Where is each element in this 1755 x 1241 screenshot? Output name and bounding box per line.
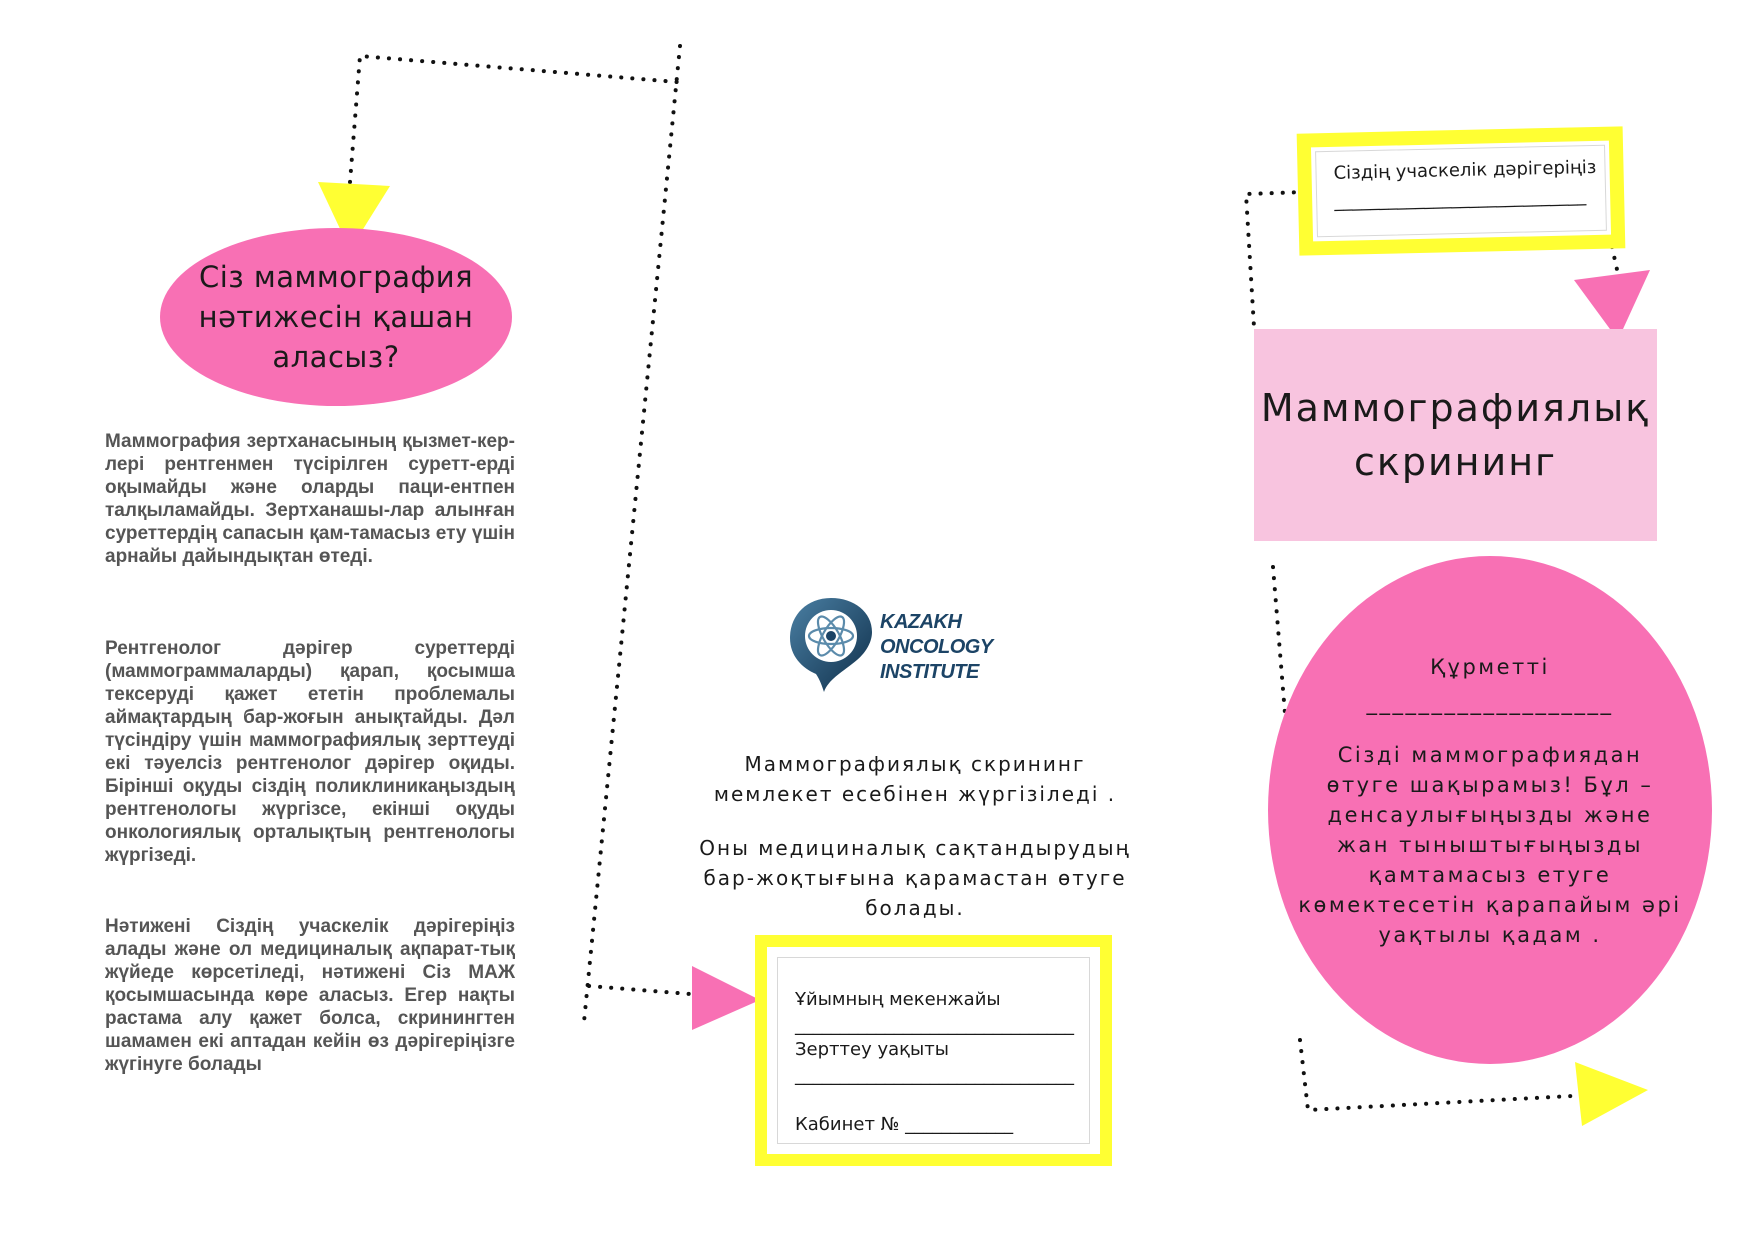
paragraph-radiologist: Рентгенолог дәрігер суреттерді (маммограммаларды) қарап, қосымша тексеруді қажет ететін проблемалы аймақтардың бар-жоғын анықтайды. Дәл түсіндіру үшін маммографиялық зерттеуді екі тәуелсіз рентгенолог дәрігер оқиды. Бірінші оқуды сіздің поликлиникаңыздың рентгенологы жүргізсе, екінші оқуды онкологиялық орталықтың рентгенологы жүргізеді. [105, 638, 515, 866]
org-address-blank: _______________________________ [795, 1015, 1074, 1036]
invitation-text: Сізді маммографиядан өтуге шақырамыз! Бұл – денсаулығыңызды және жан тыныштығыңызды қамтамасыз етуге көмектесетін қарапайым әрі уақтылы қадам . [1298, 743, 1682, 947]
state-funded-text: Маммографиялық скрининг мемлекет есебінен жүргізіледі . [713, 752, 1117, 806]
insurance-text: Оны медициналық сақтандырудың бар-жоқтығына қарамастан өтуге болады. [699, 836, 1131, 920]
arrow-pink-right [692, 966, 760, 1030]
page-title: Маммографиялық скрининг [1260, 386, 1651, 484]
oncology-logo-icon [786, 594, 876, 694]
doctor-box [1297, 126, 1626, 255]
paragraph-results: Нәтижені Сіздің учаскелік дәрігеріңіз алады және ол медициналық ақпарат-тық жүйеде көрсетіледі, нәтижені Сіз МАЖ қосымшасында көре аласыз. Егер нақты растама алу қажет болса, скринингтен шамамен екі аптадан кейін өз дәрігеріңізге жүгінуге болады [105, 916, 515, 1075]
logo-wordmark [880, 610, 993, 685]
doctor-label: Сіздің учаскелік дәрігеріңіз [1333, 156, 1597, 184]
arrow-yellow-right [1575, 1062, 1648, 1126]
invitation-ellipse [1268, 556, 1712, 1064]
question-heading: Сіз маммография нәтижесін қашан аласыз? [198, 260, 474, 374]
paragraph-lab: Маммография зертханасының қызмет-керлері рентгенмен түсірілген суретт-ерді оқымайды және оларды паци-ентпен талқыламайды. Зертханашы-лар алынған суреттердің сапасын қам-тамасыз ету үшін арнайы дайындықтан өтеді. [105, 431, 515, 567]
question-ellipse [160, 228, 512, 406]
greeting-blank: ___________________ [1366, 691, 1614, 715]
dotted-connector-left [350, 56, 677, 182]
logo-line-3: INSTITUTE [880, 661, 979, 683]
org-address-label: Ұйымның мекенжайы [795, 989, 1001, 1010]
exam-time-blank: _______________________________ [795, 1065, 1074, 1086]
dotted-connector-right-bottom [1273, 567, 1286, 726]
title-box [1254, 329, 1657, 541]
dotted-connector-right-top2 [1612, 247, 1618, 274]
logo-line-1: KAZAKH [880, 611, 962, 633]
dotted-connector-vertical [584, 46, 680, 1022]
appointment-form-box [755, 935, 1112, 1166]
greeting: Құрметті [1430, 655, 1550, 679]
dotted-connector-to-form [589, 986, 690, 994]
exam-time-label: Зерттеу уақыты [795, 1039, 949, 1060]
doctor-blank: ____________________________ [1333, 185, 1587, 212]
logo-line-2: ONCOLOGY [880, 636, 993, 658]
cabinet-field: Кабинет № ____________ [795, 1114, 1014, 1135]
dotted-connector-right-top [1246, 192, 1305, 327]
